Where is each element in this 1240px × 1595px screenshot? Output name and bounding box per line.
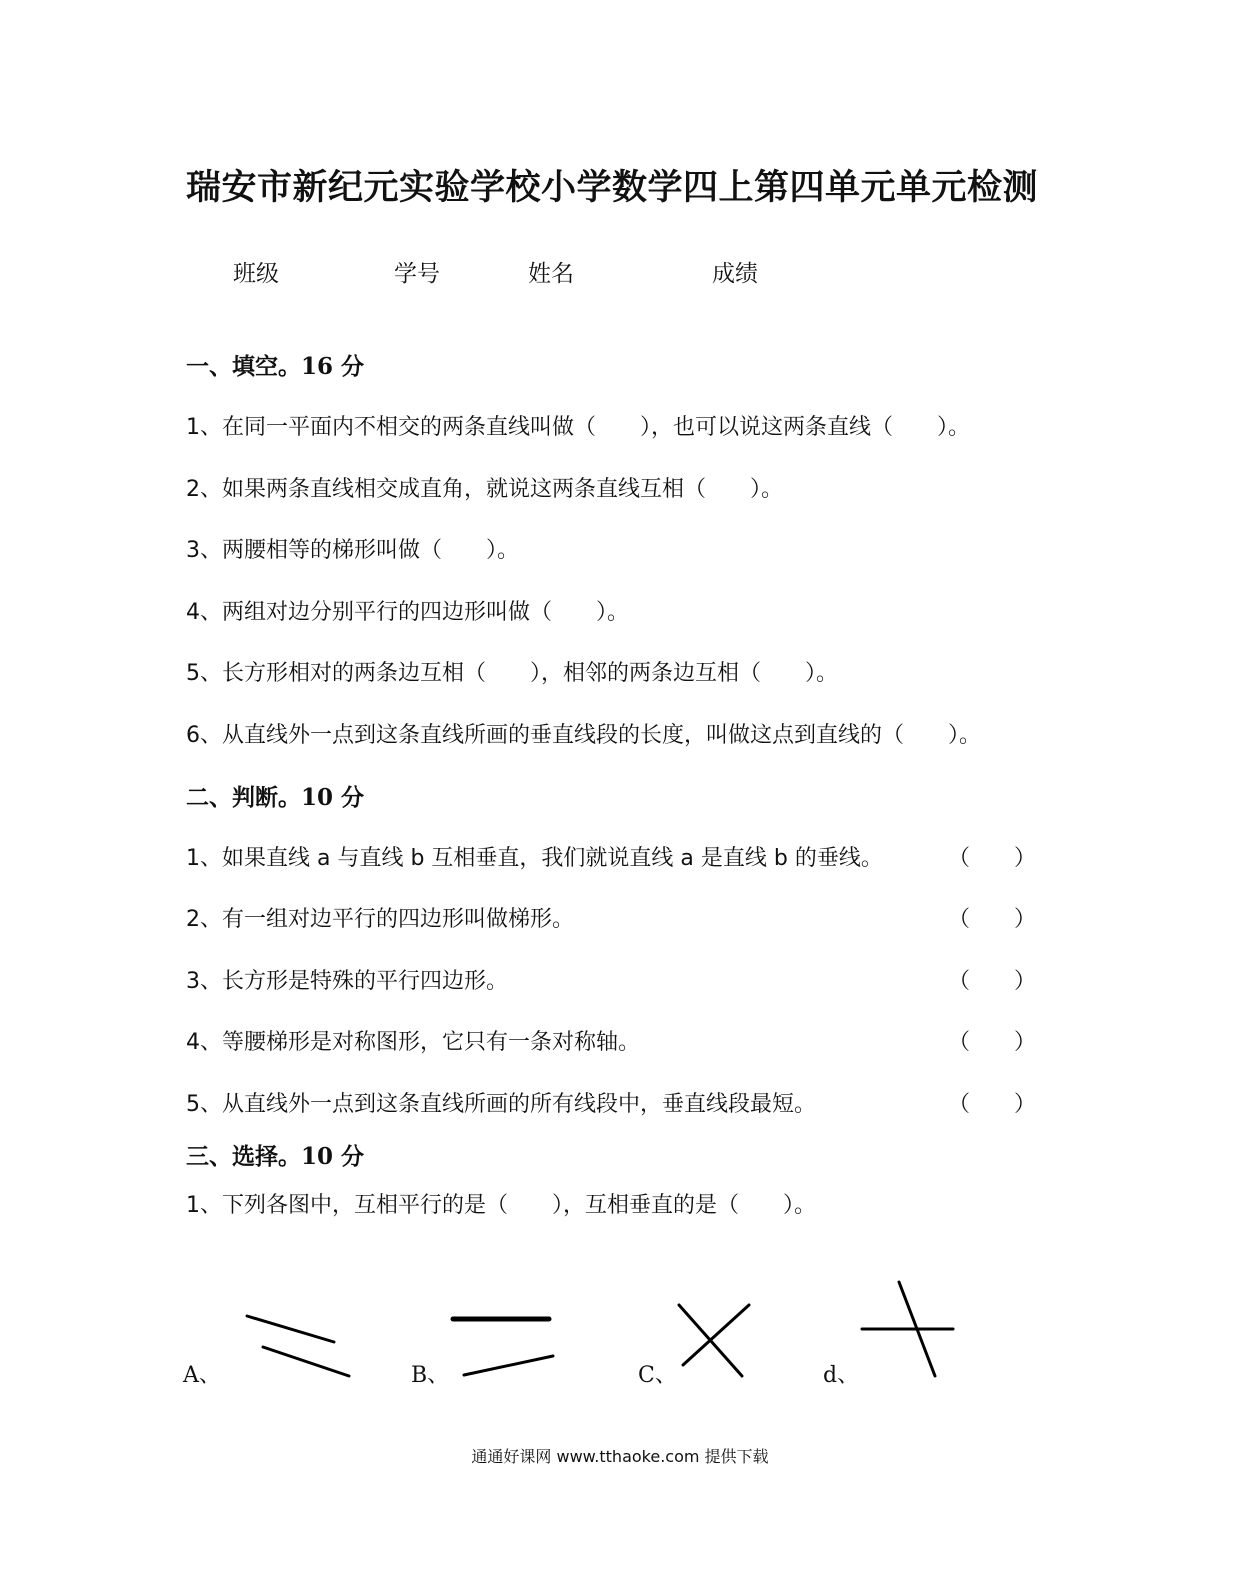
page-title: 瑞安市新纪元实验学校小学数学四上第四单元单元检测 bbox=[186, 167, 1039, 208]
judgement-question-5: 5、从直线外一点到这条直线所画的所有线段中，垂直线段最短。 bbox=[186, 1092, 816, 1117]
section-heading-choice: 三、选择。10 分 bbox=[186, 1143, 365, 1170]
fill-in-question-3: 3、两腰相等的梯形叫做（ ）。 bbox=[186, 538, 519, 563]
answer-bracket: （ ） bbox=[948, 969, 1037, 994]
class-label: 班级 bbox=[233, 261, 279, 287]
student-number-label: 学号 bbox=[394, 261, 440, 287]
choice-question-1: 1、下列各图中，互相平行的是（ ），互相垂直的是（ ）。 bbox=[186, 1193, 816, 1218]
judgement-question-3: 3、长方形是特殊的平行四边形。 bbox=[186, 969, 508, 994]
section-heading-fill-in: 一、填空。16 分 bbox=[186, 353, 365, 380]
option-b-label: B、 bbox=[411, 1363, 450, 1388]
fill-in-question-5: 5、长方形相对的两条边互相（ ），相邻的两条边互相（ ）。 bbox=[186, 661, 838, 686]
judgement-question-1: 1、如果直线 a 与直线 b 互相垂直，我们就说直线 a 是直线 b 的垂线。 bbox=[186, 846, 883, 871]
fill-in-question-6: 6、从直线外一点到这条直线所画的垂直线段的长度，叫做这点到直线的（ ）。 bbox=[186, 723, 981, 748]
footer-text: 通通好课网 www.tthaoke.com 提供下载 bbox=[471, 1447, 769, 1466]
section-heading-judgement: 二、判断。10 分 bbox=[186, 784, 365, 811]
option-a-label: A、 bbox=[183, 1363, 221, 1388]
answer-bracket: （ ） bbox=[948, 1092, 1037, 1117]
fill-in-question-2: 2、如果两条直线相交成直角，就说这两条直线互相（ ）。 bbox=[186, 477, 783, 502]
score-label: 成绩 bbox=[712, 261, 758, 287]
judgement-question-4: 4、等腰梯形是对称图形，它只有一条对称轴。 bbox=[186, 1030, 640, 1055]
option-d-label: d、 bbox=[823, 1363, 860, 1388]
answer-bracket: （ ） bbox=[948, 1030, 1037, 1055]
figure-d-crossing-lines bbox=[862, 1282, 953, 1376]
fill-in-question-4: 4、两组对边分别平行的四边形叫做（ ）。 bbox=[186, 600, 629, 625]
name-label: 姓名 bbox=[528, 261, 574, 287]
figure-c-crossing-lines bbox=[679, 1305, 749, 1376]
fill-in-question-1: 1、在同一平面内不相交的两条直线叫做（ ），也可以说这两条直线（ ）。 bbox=[186, 415, 970, 440]
option-c-label: C、 bbox=[638, 1363, 677, 1388]
judgement-question-2: 2、有一组对边平行的四边形叫做梯形。 bbox=[186, 907, 574, 932]
figure-a-parallel-lines bbox=[247, 1316, 349, 1376]
answer-bracket: （ ） bbox=[948, 846, 1037, 871]
answer-bracket: （ ） bbox=[948, 907, 1037, 932]
figure-b-lines bbox=[453, 1319, 553, 1375]
